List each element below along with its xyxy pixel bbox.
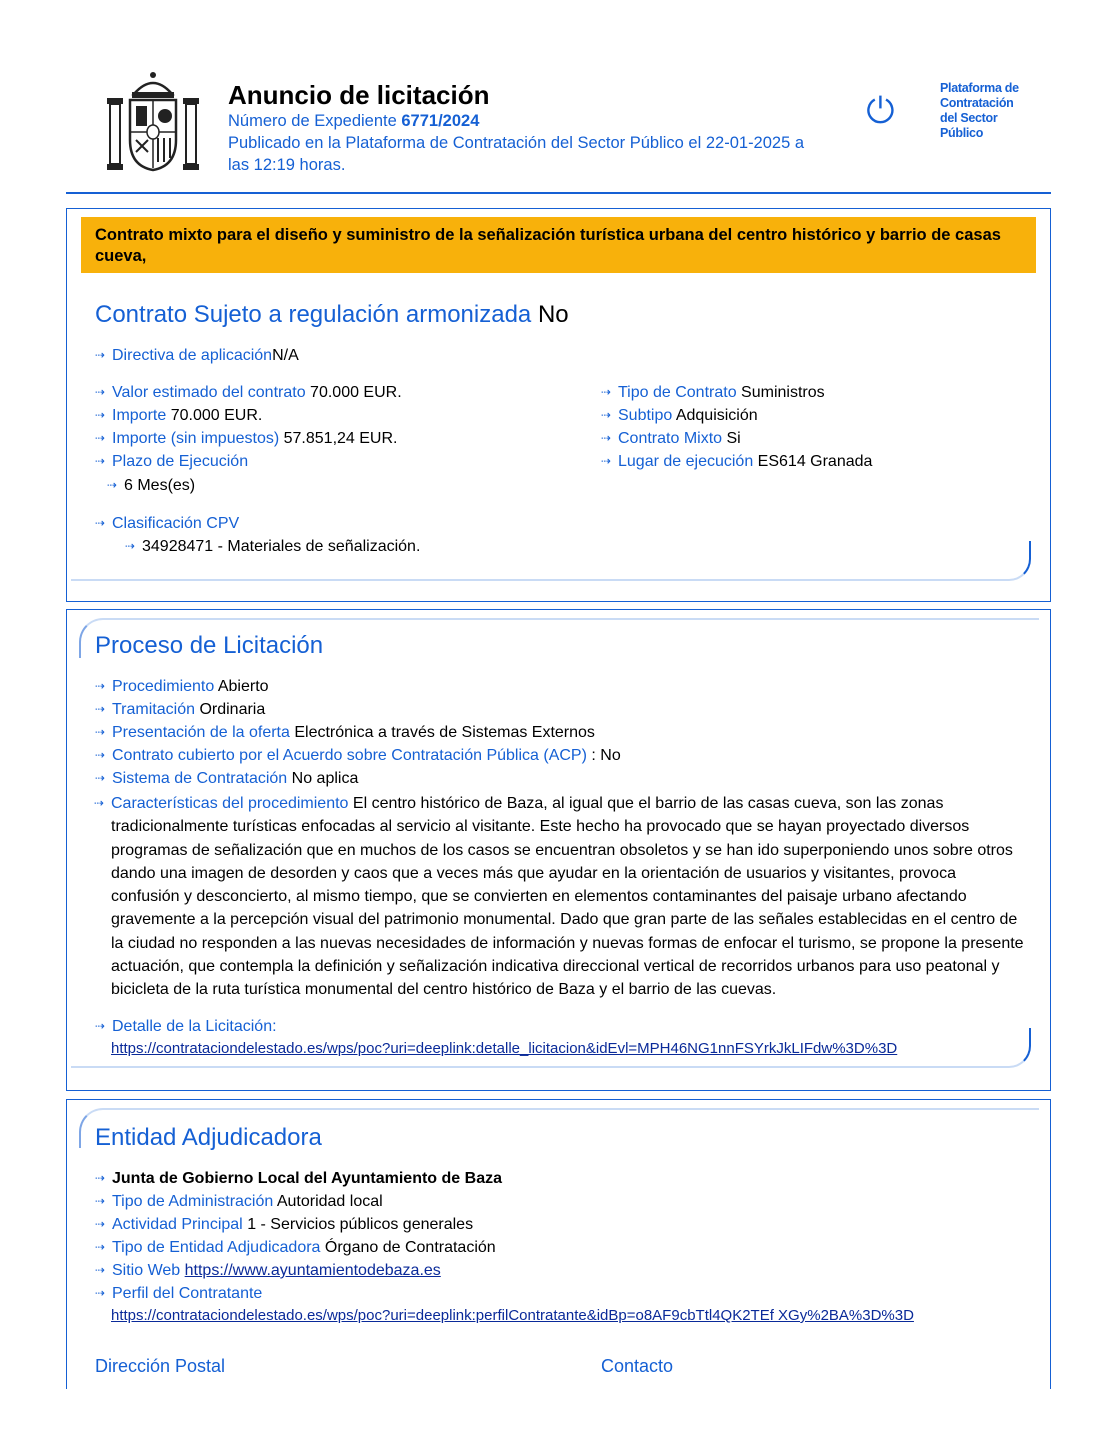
regulacion-heading (95, 300, 569, 330)
decorative-curve (71, 541, 1031, 581)
page-title: Anuncio de licitación (228, 80, 490, 110)
tipo-entidad-label: Tipo de Entidad Adjudicadora (112, 1239, 321, 1256)
importe-sin-row (95, 428, 397, 449)
arrow-icon: ⇢ (601, 408, 610, 422)
arrow-icon: ⇢ (95, 454, 104, 468)
plazo-value-row (107, 475, 195, 496)
coat-of-arms-icon (104, 70, 202, 174)
tipo-entidad-row (95, 1237, 496, 1258)
actividad-value: 1 - Servicios públicos generales (247, 1216, 474, 1233)
tipo-value: Suministros (741, 384, 825, 401)
mixto-label: Contrato Mixto (618, 430, 723, 447)
mixto-row (601, 428, 741, 449)
subtipo-value: Adquisición (675, 407, 758, 424)
tipo-entidad-value: Órgano de Contratación (324, 1239, 496, 1256)
arrow-icon: ⇢ (94, 796, 103, 810)
directiva-value: N/A (272, 347, 299, 364)
expediente-number: 6771/2024 (401, 112, 480, 130)
arrow-icon: ⇢ (95, 431, 104, 445)
expediente-line (228, 110, 868, 132)
sistema-value: No aplica (291, 770, 359, 787)
valor-label: Valor estimado del contrato (112, 384, 306, 401)
page-header (0, 0, 1116, 200)
lugar-label: Lugar de ejecución (618, 453, 754, 470)
sistema-row (95, 768, 358, 789)
importe-sin-value: 57.851,24 EUR. (283, 430, 398, 447)
arrow-icon: ⇢ (95, 725, 104, 739)
acp-label: Contrato cubierto por el Acuerdo sobre Contratación Pública (ACP) (112, 747, 587, 764)
contacto-heading: Contacto (601, 1356, 674, 1376)
direccion-heading: Dirección Postal (95, 1356, 226, 1376)
valor-value: 70.000 EUR. (310, 384, 402, 401)
tramitacion-value: Ordinaria (199, 701, 266, 718)
power-logo-icon (866, 72, 938, 148)
directiva-row (95, 345, 299, 366)
regulacion-label: Contrato Sujeto a regulación armonizada (95, 301, 532, 328)
entidad-heading: Entidad Adjudicadora (95, 1124, 322, 1151)
caracteristicas-paragraph (94, 792, 1026, 1002)
perfil-link-row (111, 1306, 914, 1326)
arrow-icon: ⇢ (95, 702, 104, 716)
published-line-1: Publicado en la Plataforma de Contratación del Sector Público el 22-01-2025 a (228, 134, 805, 152)
platform-logo-text (940, 81, 1019, 141)
presentacion-row (95, 722, 595, 743)
arrow-icon: ⇢ (95, 1286, 104, 1300)
actividad-label: Actividad Principal (112, 1216, 243, 1233)
cpv-label: Clasificación CPV (112, 515, 240, 532)
procedimiento-label: Procedimiento (112, 678, 215, 695)
entidad-name-row (95, 1168, 502, 1189)
arrow-icon: ⇢ (95, 1171, 104, 1185)
proceso-section (66, 609, 1051, 1091)
expediente-label: Número de Expediente (228, 112, 397, 130)
tramitacion-label: Tramitación (112, 701, 195, 718)
arrow-icon: ⇢ (95, 1019, 104, 1033)
plazo-label: Plazo de Ejecución (112, 453, 249, 470)
caracteristicas-value: El centro histórico de Baza, al igual que el barrio de las casas cueva, son las zonas tradicionalmente turísticas enfocadas al servicio al visitante. Este hecho ha provocado que se hayan proyectado diversos programas de señalización que en muchos de los casos se encuentran obsoletos y se han ido superponiendo unos sobre otros dando una imagen de desorden y caos que a veces más que ayudar en la orientación de usuarios y visitantes, provoca confusión y desconcierto, al mismo tiempo, que se convierten en elementos contaminantes del paisaje urbano afectando gravemente a la percepción visual del patrimonio monumental. Dado que gran parte de las señales establecidas en el centro de la ciudad no responden a las nuevas necesidades de información y nuevas formas de enfocar el turismo, se propone la presente actuación, que contempla la definición y señalización indicativa direccional vertical de recorridos urbanos para uso peatonal y bicicleta de la ruta turística monumental del centro histórico de Baza y el barrio de las cuevas. (111, 795, 1024, 999)
tipo-label: Tipo de Contrato (618, 384, 737, 401)
published-line-2: las 12:19 horas. (228, 156, 346, 174)
contract-title-banner: Contrato mixto para el diseño y suministro de la señalización turística urbana del centro histórico y barrio de casas cueva, (81, 217, 1036, 273)
plazo-value: 6 Mes(es) (124, 477, 196, 494)
importe-row (95, 405, 262, 426)
acp-value: : No (591, 747, 621, 764)
detalle-label: Detalle de la Licitación: (112, 1018, 277, 1035)
sitio-row (95, 1260, 441, 1281)
arrow-icon: ⇢ (95, 516, 104, 530)
actividad-row (95, 1214, 473, 1235)
tipo-row (601, 382, 825, 403)
tipo-admin-value: Autoridad local (276, 1193, 383, 1210)
platform-line: Contratación (940, 96, 1014, 110)
importe-value: 70.000 EUR. (170, 407, 263, 424)
regulacion-value: No (537, 301, 569, 328)
cpv-value: 34928471 - Materiales de señalización. (142, 538, 421, 555)
arrow-icon: ⇢ (601, 385, 610, 399)
platform-line: Plataforma de (940, 81, 1019, 95)
header-divider (66, 192, 1051, 194)
entidad-section (66, 1099, 1051, 1389)
sitio-label: Sitio Web (112, 1262, 181, 1279)
presentacion-label: Presentación de la oferta (112, 724, 290, 741)
tramitacion-row (95, 699, 265, 720)
cpv-row (95, 513, 239, 534)
sistema-label: Sistema de Contratación (112, 770, 288, 787)
entidad-name: Junta de Gobierno Local del Ayuntamiento de Baza (112, 1170, 502, 1187)
detalle-link[interactable]: https://contrataciondelestado.es/wps/poc?uri=deeplink:detalle_licitacion&idEvl=MPH46NG1nnFSYrkJkLIFdw%3D%3D (111, 1040, 898, 1057)
arrow-icon: ⇢ (125, 539, 134, 553)
perfil-row (95, 1283, 262, 1304)
decorative-curve (71, 1028, 1031, 1068)
presentacion-value: Electrónica a través de Sistemas Externos (294, 724, 595, 741)
directiva-label: Directiva de aplicación (112, 347, 273, 364)
arrow-icon: ⇢ (601, 454, 610, 468)
lugar-row (601, 451, 872, 472)
subtipo-row (601, 405, 758, 426)
lugar-value: ES614 Granada (757, 453, 873, 470)
arrow-icon: ⇢ (95, 1240, 104, 1254)
arrow-icon: ⇢ (95, 348, 104, 362)
arrow-icon: ⇢ (107, 478, 116, 492)
proceso-heading: Proceso de Licitación (95, 632, 324, 659)
arrow-icon: ⇢ (95, 771, 104, 785)
procedimiento-row (95, 676, 269, 697)
arrow-icon: ⇢ (95, 679, 104, 693)
perfil-label: Perfil del Contratante (112, 1285, 263, 1302)
platform-line: del Sector (940, 111, 998, 125)
acp-row (95, 745, 621, 766)
procedimiento-value: Abierto (217, 678, 269, 695)
plazo-row (95, 451, 248, 472)
subtipo-label: Subtipo (618, 407, 673, 424)
importe-label: Importe (112, 407, 167, 424)
arrow-icon: ⇢ (601, 431, 610, 445)
arrow-icon: ⇢ (95, 385, 104, 399)
arrow-icon: ⇢ (95, 748, 104, 762)
tipo-admin-row (95, 1191, 383, 1212)
valor-row (95, 382, 402, 403)
arrow-icon: ⇢ (95, 1194, 104, 1208)
importe-sin-label: Importe (sin impuestos) (112, 430, 280, 447)
arrow-icon: ⇢ (95, 408, 104, 422)
title-block (228, 80, 868, 176)
tipo-admin-label: Tipo de Administración (112, 1193, 274, 1210)
contract-section (66, 208, 1051, 602)
mixto-value: Si (726, 430, 741, 447)
caracteristicas-label: Características del procedimiento (111, 795, 349, 812)
arrow-icon: ⇢ (95, 1217, 104, 1231)
platform-line: Público (940, 126, 984, 140)
arrow-icon: ⇢ (95, 1263, 104, 1277)
perfil-link[interactable]: https://contrataciondelestado.es/wps/poc?uri=deeplink:perfilContratante&idBp=o8AF9cbTtl4QK2TEf XGy%2BA%3D%3D (111, 1307, 914, 1324)
sitio-web-link[interactable]: https://www.ayuntamientodebaza.es (184, 1262, 441, 1279)
